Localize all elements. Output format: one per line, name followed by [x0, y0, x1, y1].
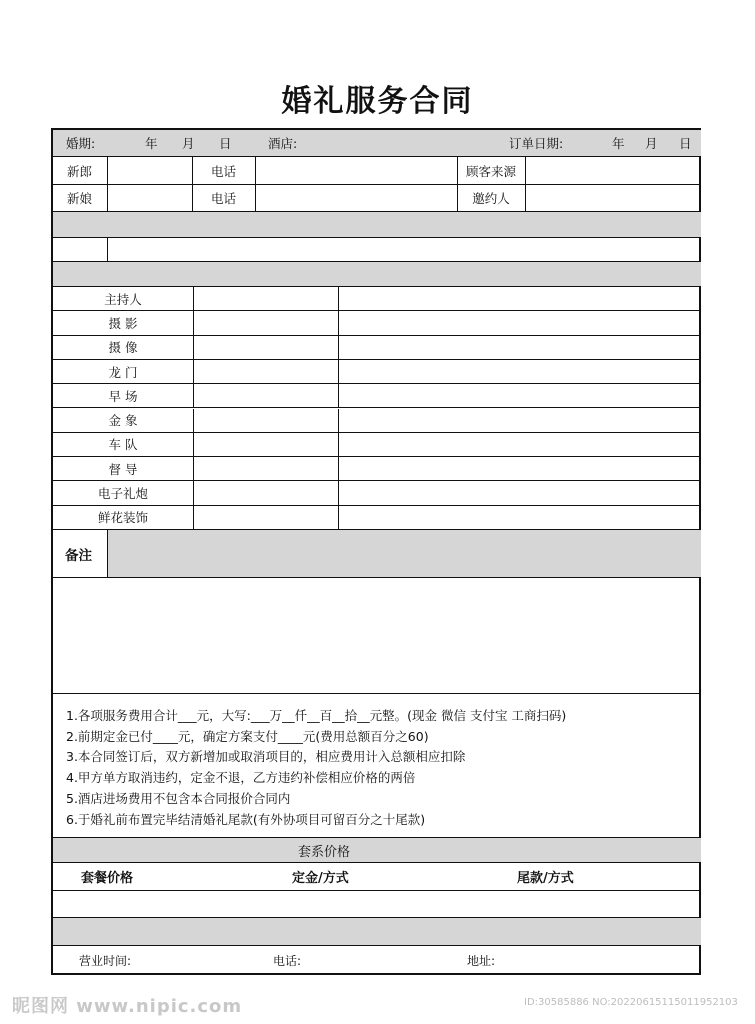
- customer-source-field[interactable]: [526, 157, 701, 184]
- package-header-row: [53, 863, 701, 891]
- balance-header: 尾款/方式: [517, 871, 574, 886]
- term-line: 5.酒店进场费用不包含本合同报价合同内: [66, 791, 291, 806]
- groom-phone-field[interactable]: [256, 157, 457, 184]
- term-line: 1.各项服务费用合计___元，大写:___万__仟__百__拾__元整。(现金 微信 支付宝 工商扫码): [66, 708, 567, 723]
- service-detail-field[interactable]: [339, 336, 701, 359]
- service-detail-field[interactable]: [339, 360, 701, 383]
- wedding-year-label: 年: [145, 136, 158, 151]
- service-row: [53, 384, 701, 408]
- service-detail-field[interactable]: [339, 481, 701, 504]
- gray-band-1: [53, 212, 701, 238]
- groom-label: 新郎: [67, 163, 93, 179]
- service-provider-field[interactable]: [194, 311, 338, 334]
- contract-title: 婚礼服务合同: [281, 84, 474, 119]
- watermark-id: ID:30585886 NO:20220615115011952103: [524, 997, 738, 1008]
- gray-band-2: [53, 262, 701, 287]
- remarks-label: 备注: [65, 547, 92, 564]
- service-row: [53, 481, 701, 505]
- groom-phone-label: 电话: [210, 163, 236, 179]
- package-price-header: 套餐价格: [81, 871, 134, 886]
- service-label: 鲜花装饰: [97, 510, 148, 526]
- service-detail-field[interactable]: [339, 433, 701, 456]
- business-hours-label: 营业时间:: [79, 953, 132, 968]
- footer-phone-label: 电话:: [273, 953, 302, 968]
- term-line: 6.于婚礼前布置完毕结清婚礼尾款(有外协项目可留百分之十尾款): [66, 812, 426, 827]
- customer-source-label: 顾客来源: [465, 163, 516, 179]
- service-row: [53, 287, 701, 311]
- bride-label: 新娘: [67, 191, 93, 206]
- service-row: [53, 360, 701, 384]
- service-provider-field[interactable]: [194, 336, 338, 359]
- term-line: 2.前期定金已付____元，确定方案支付____元(费用总额百分之60): [66, 729, 429, 744]
- blank-row: [53, 238, 701, 262]
- term-line: 3.本合同签订后，双方新增加或取消项目的，相应费用计入总额相应扣除: [66, 749, 466, 764]
- service-row: [53, 311, 701, 335]
- address-label: 地址:: [467, 953, 496, 968]
- header-row: [53, 130, 701, 157]
- bride-phone-field[interactable]: [256, 185, 457, 211]
- footer-row: [53, 946, 701, 974]
- remarks-field[interactable]: [108, 530, 701, 577]
- service-label: 龙 门: [108, 364, 138, 380]
- inviter-field[interactable]: [526, 185, 701, 211]
- watermark-brand: 昵图网 www.nipic.com: [12, 996, 243, 1017]
- service-row: [53, 433, 701, 457]
- service-detail-field[interactable]: [339, 457, 701, 480]
- bride-row: [53, 185, 701, 212]
- service-label: 金 象: [108, 413, 138, 429]
- service-label: 车 队: [108, 437, 138, 453]
- service-provider-field[interactable]: [194, 457, 338, 480]
- notes-area[interactable]: [53, 578, 701, 694]
- bride-name-field[interactable]: [108, 185, 192, 211]
- service-label: 电子礼炮: [97, 486, 148, 502]
- hotel-label: 酒店:: [268, 136, 298, 151]
- service-provider-field[interactable]: [194, 287, 338, 310]
- service-detail-field[interactable]: [339, 287, 701, 310]
- wedding-day-label: 日: [219, 136, 232, 151]
- order-year-label: 年: [612, 136, 625, 151]
- service-label: 摄 像: [108, 340, 138, 356]
- service-label: 督 导: [108, 461, 138, 477]
- service-label: 摄 影: [108, 315, 138, 331]
- order-date-label: 订单日期:: [509, 136, 564, 151]
- package-title-row: [53, 837, 701, 863]
- service-provider-field[interactable]: [194, 433, 338, 456]
- service-detail-field[interactable]: [339, 506, 701, 529]
- groom-name-field[interactable]: [108, 157, 192, 184]
- bride-phone-label: 电话: [210, 191, 236, 206]
- service-detail-field[interactable]: [339, 384, 701, 407]
- service-provider-field[interactable]: [194, 360, 338, 383]
- service-provider-field[interactable]: [194, 384, 338, 407]
- wedding-date-label: 婚期:: [66, 136, 96, 151]
- package-value-row[interactable]: [53, 891, 701, 918]
- deposit-header: 定金/方式: [292, 871, 349, 886]
- blank-row-field[interactable]: [108, 238, 701, 261]
- inviter-label: 邀约人: [472, 191, 510, 206]
- wedding-month-label: 月: [182, 136, 195, 151]
- order-day-label: 日: [679, 136, 692, 151]
- service-label: 早 场: [108, 388, 138, 404]
- remarks-row: [53, 530, 701, 578]
- service-row: [53, 457, 701, 481]
- service-row: [53, 409, 701, 433]
- service-provider-field[interactable]: [194, 506, 338, 529]
- service-detail-field[interactable]: [339, 311, 701, 334]
- service-row: [53, 336, 701, 360]
- groom-row: [53, 157, 701, 185]
- service-provider-field[interactable]: [194, 409, 338, 432]
- service-label: 主持人: [104, 291, 142, 307]
- gray-band-3: [53, 918, 701, 946]
- service-provider-field[interactable]: [194, 481, 338, 504]
- service-detail-field[interactable]: [339, 409, 701, 432]
- term-line: 4.甲方单方取消违约，定金不退，乙方违约补偿相应价格的两倍: [66, 770, 416, 785]
- order-month-label: 月: [645, 136, 658, 151]
- package-title: 套系价格: [297, 844, 350, 860]
- service-row: [53, 506, 701, 530]
